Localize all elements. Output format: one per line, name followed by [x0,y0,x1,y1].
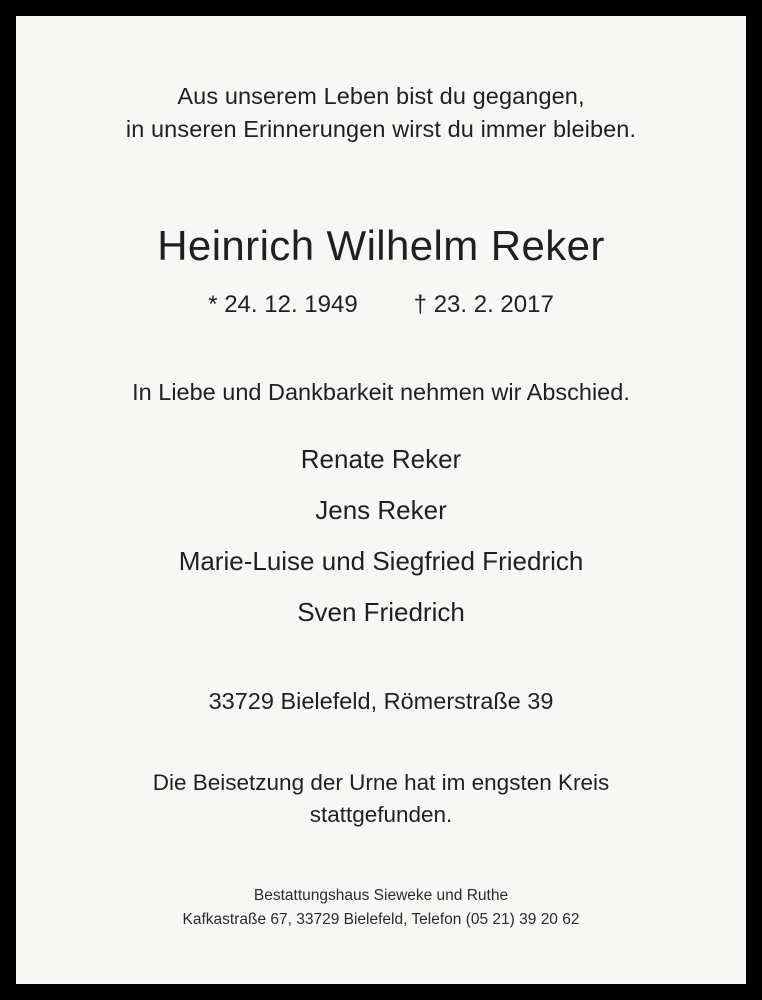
funeral-home-name: Bestattungshaus Sieweke und Ruthe [253,886,509,904]
deceased-name: Heinrich Wilhelm Reker [157,221,605,269]
mourner-name: Renate Reker [300,443,462,474]
funeral-note-line-2: stattgefunden. [309,802,453,828]
funeral-note [50,767,712,832]
obituary-content [50,16,712,932]
epitaph-line-1: Aus unserem Leben bist du gegangen, [177,83,585,109]
death-date: † 23. 2. 2017 [413,290,554,318]
birth-date: * 24. 12. 1949 [208,290,358,318]
mourner-name: Sven Friedrich [297,596,465,627]
epitaph-line-2: in unseren Erinnerungen wirst du immer bleiben. [125,116,637,143]
funeral-note-line-1: Die Beisetzung der Urne hat im engsten Kreis [152,769,610,795]
mourner-name: Jens Reker [315,494,447,525]
life-dates [50,291,712,319]
family-address: 33729 Bielefeld, Römerstraße 39 [208,687,554,714]
epitaph [50,80,712,147]
funeral-home-contact: Kafkastraße 67, 33729 Bielefeld, Telefon (05 21) 39 20 62 [182,910,580,928]
farewell-text: In Liebe und Dankbarkeit nehmen wir Abschied. [132,378,630,405]
mourners-list [50,434,712,638]
mourner-name: Marie-Luise und Siegfried Friedrich [178,545,584,576]
funeral-home-footer [50,884,712,932]
